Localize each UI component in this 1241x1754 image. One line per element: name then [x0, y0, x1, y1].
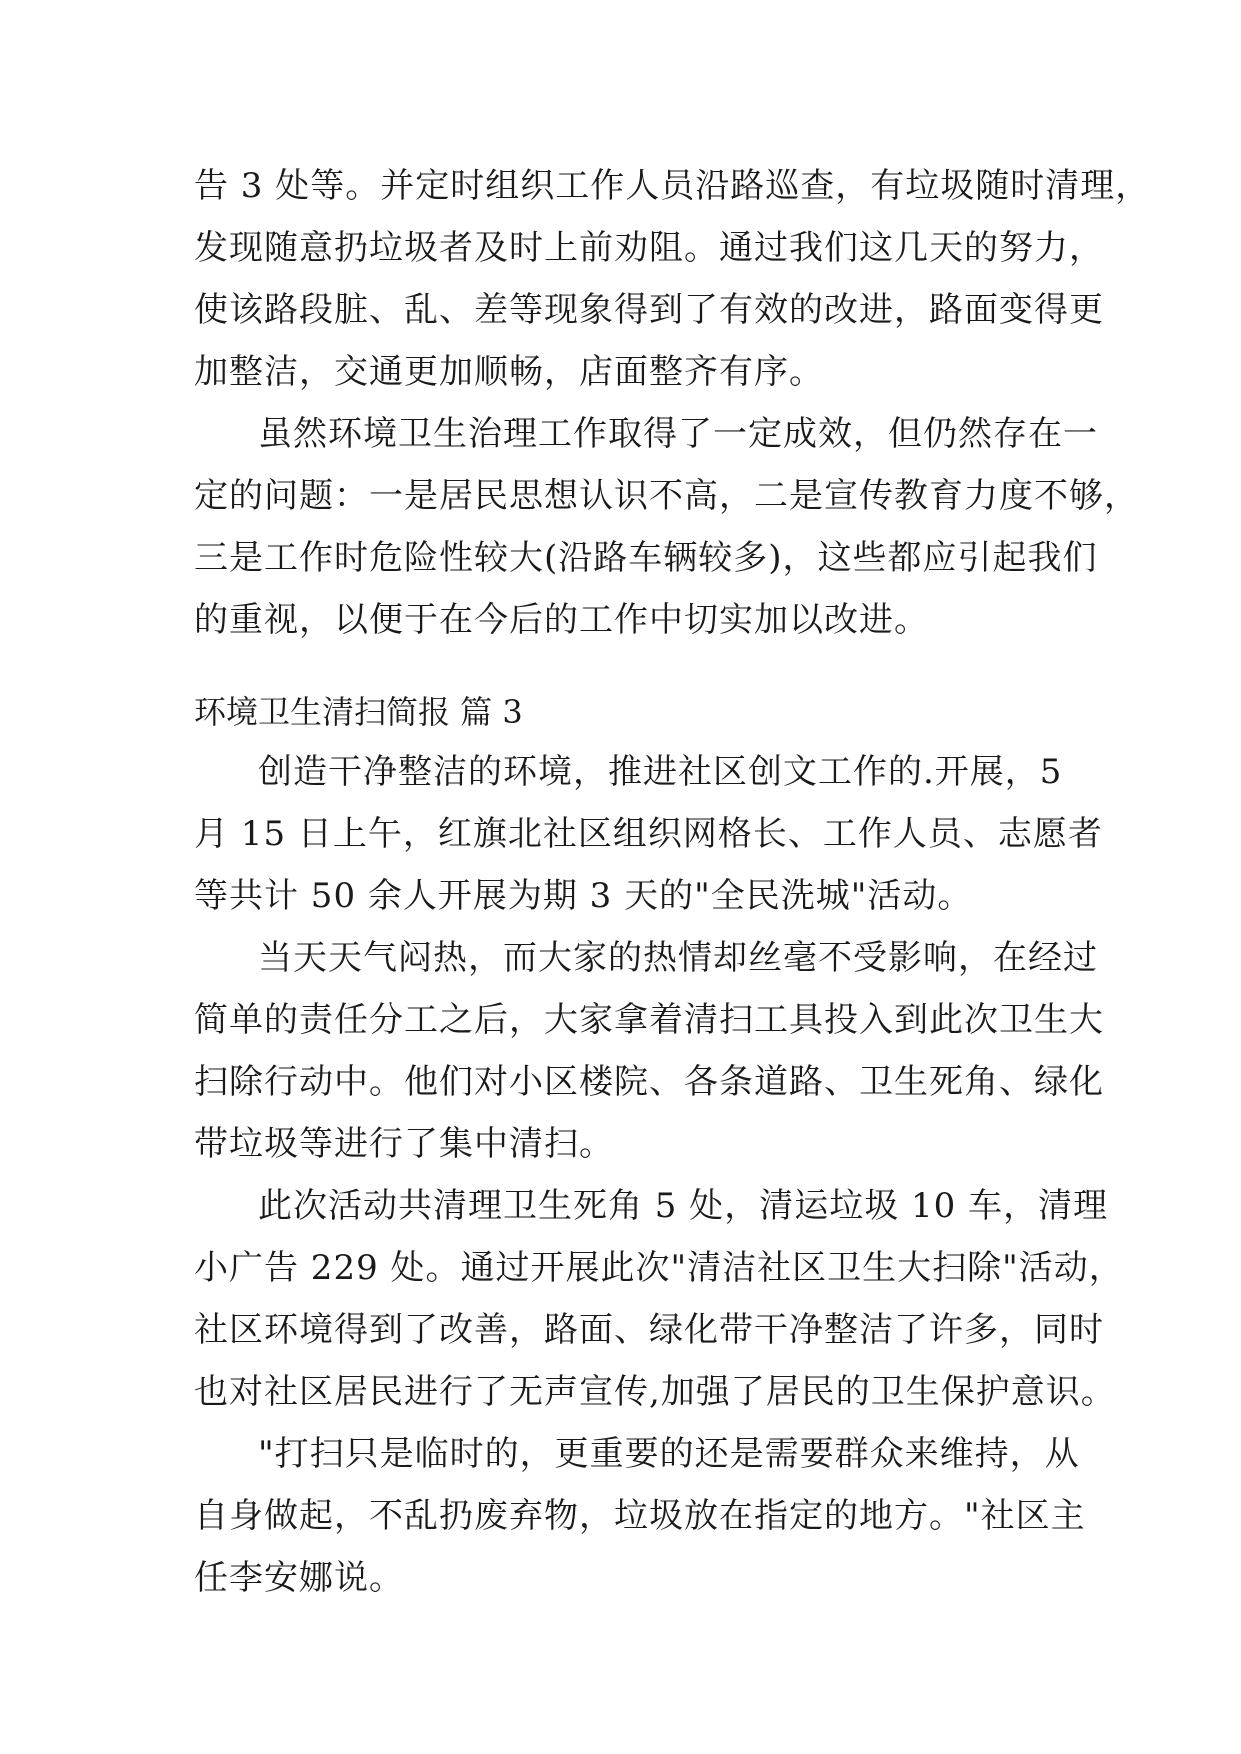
paragraph-1-line-1: 告 3 处等。并定时组织工作人员沿路巡查，有垃圾随时清理， [194, 166, 1151, 206]
paragraph-4-line-2: 简单的责任分工之后，大家拿着清扫工具投入到此次卫生大 [194, 1000, 1104, 1040]
paragraph-5-line-2: 小广告 229 处。通过开展此次"清洁社区卫生大扫除"活动， [194, 1248, 1124, 1288]
paragraph-3-line-1: 创造干净整洁的环境，推进社区创文工作的.开展，5 [258, 752, 1063, 792]
paragraph-5-line-3: 社区环境得到了改善，路面、绿化带干净整洁了许多，同时 [194, 1310, 1104, 1350]
paragraph-2-line-4: 的重视，以便于在今后的工作中切实加以改进。 [194, 600, 929, 640]
paragraph-5-line-1: 此次活动共清理卫生死角 5 处，清运垃圾 10 车，清理 [258, 1186, 1109, 1226]
paragraph-4-line-3: 扫除行动中。他们对小区楼院、各条道路、卫生死角、绿化 [194, 1062, 1104, 1102]
paragraph-2-line-2: 定的问题：一是居民思想认识不高，二是宣传教育力度不够， [194, 476, 1139, 516]
paragraph-1-line-2: 发现随意扔垃圾者及时上前劝阻。通过我们这几天的努力， [194, 228, 1104, 268]
paragraph-4-line-4: 带垃圾等进行了集中清扫。 [194, 1124, 614, 1164]
paragraph-1-line-3: 使该路段脏、乱、差等现象得到了有效的改进，路面变得更 [194, 290, 1104, 330]
paragraph-1-line-4: 加整洁，交通更加顺畅，店面整齐有序。 [194, 352, 824, 392]
paragraph-3-line-2: 月 15 日上午，红旗北社区组织网格长、工作人员、志愿者 [194, 814, 1103, 854]
paragraph-2-line-1: 虽然环境卫生治理工作取得了一定成效，但仍然存在一 [258, 414, 1098, 454]
paragraph-6-line-1: "打扫只是临时的，更重要的还是需要群众来维持，从 [258, 1434, 1080, 1474]
paragraph-6-line-3: 任李安娜说。 [194, 1558, 404, 1598]
paragraph-2-line-3: 三是工作时危险性较大(沿路车辆较多)，这些都应引起我们 [194, 538, 1098, 578]
paragraph-5-line-4: 也对社区居民进行了无声宣传,加强了居民的卫生保护意识。 [194, 1372, 1116, 1412]
paragraph-4-line-1: 当天天气闷热，而大家的热情却丝毫不受影响，在经过 [258, 938, 1098, 978]
paragraph-6-line-2: 自身做起，不乱扔废弃物，垃圾放在指定的地方。"社区主 [194, 1496, 1086, 1536]
paragraph-3-line-3: 等共计 50 余人开展为期 3 天的"全民洗城"活动。 [194, 876, 973, 916]
section-heading: 环境卫生清扫简报 篇 3 [194, 693, 523, 731]
